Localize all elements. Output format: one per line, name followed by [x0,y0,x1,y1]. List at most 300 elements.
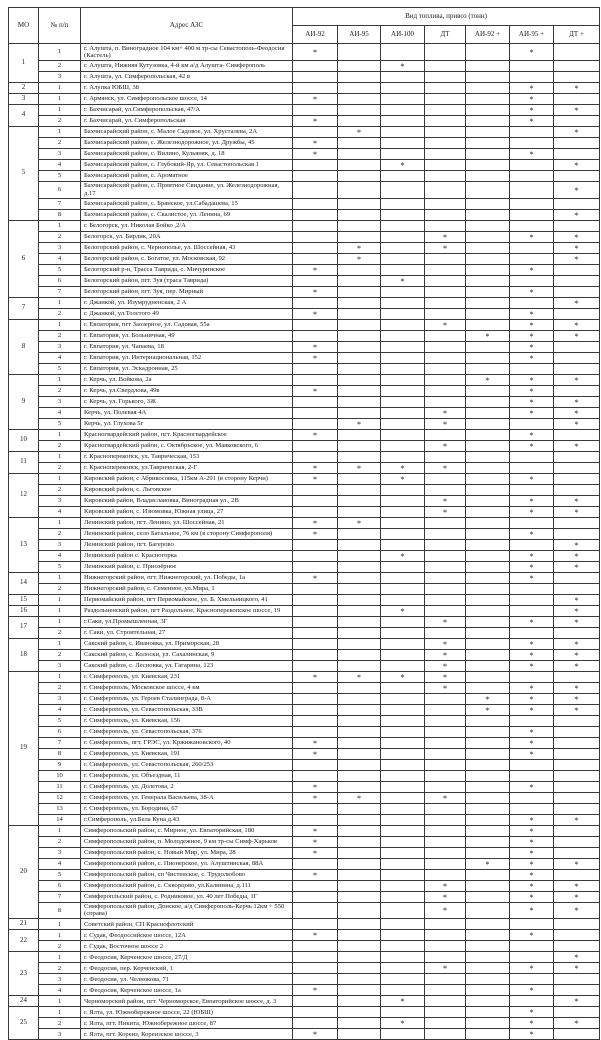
fuel-mark-cell [466,341,510,352]
fuel-mark-cell: * [466,693,510,704]
fuel-mark-cell [510,198,554,209]
fuel-mark-cell [338,407,381,418]
station-row [9,715,600,726]
fuel-mark-cell [338,473,381,484]
station-address-cell: Нижнегорский район, с. Семенное, ул.Мира, 1 [81,583,293,594]
fuel-mark-cell [381,616,425,627]
fuel-mark-cell [381,836,425,847]
fuel-mark-cell [338,198,381,209]
station-address-cell: Белогорский район, пгт. Зуя, пер. Мирный [81,286,293,297]
station-address-cell: г. Судак, Феодоссийское шоссе, 12А [81,930,293,941]
fuel-mark-cell [381,770,425,781]
fuel-mark-cell [338,715,381,726]
fuel-mark-cell [293,253,338,264]
fuel-mark-cell [425,770,466,781]
fuel-mark-cell [466,385,510,396]
fuel-mark-cell [381,902,425,919]
fuel-mark-cell [381,941,425,952]
station-number-cell: 1 [39,429,81,440]
fuel-mark-cell [338,880,381,891]
fuel-mark-cell: * [510,341,554,352]
fuel-mark-cell [554,473,600,484]
station-address-cell: г. Керчь, ул. Горького, 3Ж [81,396,293,407]
fuel-mark-cell: * [554,374,600,385]
station-address-cell: Белогорск, ул. Бирлик, 20А [81,231,293,242]
fuel-mark-cell [554,220,600,231]
fuel-mark-cell [466,1007,510,1018]
fuel-type-header: АИ-95 + [510,26,554,44]
mo-cell: 5 [9,126,39,220]
station-address-cell: Белогорский район, пгт. Зуя (траса Таврида) [81,275,293,286]
station-address-cell: г. Евпатория, ул. Больничная, 49 [81,330,293,341]
fuel-mark-cell [510,137,554,148]
fuel-mark-cell [425,539,466,550]
fuel-mark-cell [510,759,554,770]
fuel-mark-cell [338,693,381,704]
fuel-mark-cell [425,726,466,737]
fuel-mark-cell: * [554,963,600,974]
fuel-mark-cell: * [510,836,554,847]
fuel-mark-cell: * [510,385,554,396]
fuel-mark-cell [338,170,381,181]
fuel-mark-cell [554,1029,600,1040]
fuel-mark-cell: * [425,880,466,891]
fuel-mark-cell [381,781,425,792]
station-address-cell: Кировский район, Владиславовка, Виноградная ул., 2В [81,495,293,506]
fuel-mark-cell [381,880,425,891]
fuel-mark-cell [554,341,600,352]
fuel-mark-cell: * [554,858,600,869]
fuel-mark-cell: * [554,660,600,671]
fuel-mark-cell: * [510,693,554,704]
station-row [9,1007,600,1018]
mo-cell: 6 [9,220,39,297]
fuel-mark-cell [466,671,510,682]
fuel-mark-cell: * [510,737,554,748]
fuel-mark-cell [293,71,338,82]
fuel-mark-cell: * [554,704,600,715]
fuel-mark-cell [425,869,466,880]
fuel-mark-cell: * [425,242,466,253]
fuel-mark-cell [293,60,338,71]
fuel-mark-cell: * [554,996,600,1007]
station-address-cell: Кировский район, с. Изюмовка, Южная улица, 27 [81,506,293,517]
fuel-mark-cell [293,418,338,429]
fuel-mark-cell [554,71,600,82]
fuel-mark-cell: * [510,93,554,104]
fuel-mark-cell: * [510,148,554,159]
station-address-cell: г. Феодосия, ул. Челнокова, 71 [81,974,293,985]
fuel-mark-cell [425,996,466,1007]
station-address-cell: г. Бахчисарай, ул.Симферопольская, 47/А [81,104,293,115]
station-address-cell: Симферопольский район, сп Чистенское, с. Трудолюбово [81,869,293,880]
fuel-mark-cell [554,275,600,286]
fuel-mark-cell [381,242,425,253]
fuel-mark-cell [338,220,381,231]
fuel-mark-cell [293,396,338,407]
fuel-mark-cell [293,561,338,572]
fuel-mark-cell [510,974,554,985]
fuel-mark-cell [510,451,554,462]
fuel-mark-cell [466,275,510,286]
station-number-cell: 5 [39,418,81,429]
fuel-mark-cell [338,484,381,495]
fuel-mark-cell [381,126,425,137]
fuel-mark-cell [466,137,510,148]
fuel-mark-cell [554,781,600,792]
fuel-mark-cell [466,126,510,137]
fuel-mark-cell [338,594,381,605]
station-address-cell: Бахчисарайский район, с. Брянское, ул.Сабадашева, 15 [81,198,293,209]
station-row [9,170,600,181]
fuel-mark-cell [381,440,425,451]
station-row [9,115,600,126]
station-number-cell: 1 [39,930,81,941]
station-row [9,825,600,836]
fuel-mark-cell [338,440,381,451]
fuel-mark-cell [554,1007,600,1018]
fuel-mark-cell: * [554,209,600,220]
fuel-mark-cell [338,941,381,952]
fuel-mark-cell [381,847,425,858]
fuel-mark-cell [293,616,338,627]
station-row [9,836,600,847]
fuel-mark-cell [554,517,600,528]
fuel-mark-cell: * [293,286,338,297]
fuel-mark-cell [338,759,381,770]
fuel-mark-cell: * [425,963,466,974]
fuel-mark-cell [338,616,381,627]
fuel-mark-cell: * [554,126,600,137]
mo-cell: 15 [9,594,39,605]
station-number-cell: 9 [39,759,81,770]
fuel-mark-cell [466,814,510,825]
stations-tbody [9,44,600,1040]
fuel-mark-cell [425,297,466,308]
fuel-mark-cell: * [425,616,466,627]
fuel-mark-cell [425,170,466,181]
station-address-cell: Ленинский район, пгт. Багерово [81,539,293,550]
fuel-mark-cell [510,159,554,170]
fuel-mark-cell [466,363,510,374]
station-number-cell: 4 [39,352,81,363]
fuel-mark-cell: * [381,671,425,682]
fuel-mark-cell [338,506,381,517]
fuel-mark-cell [338,297,381,308]
fuel-mark-cell [381,974,425,985]
fuel-mark-cell: * [510,869,554,880]
mo-cell: 19 [9,671,39,825]
fuel-mark-cell [554,385,600,396]
fuel-mark-cell: * [554,594,600,605]
fuel-mark-cell [425,341,466,352]
fuel-mark-cell [381,682,425,693]
fuel-mark-cell [338,352,381,363]
fuel-mark-cell [554,671,600,682]
fuel-mark-cell [293,996,338,1007]
fuel-mark-cell [554,308,600,319]
station-number-cell: 1 [39,572,81,583]
station-row [9,638,600,649]
station-row [9,792,600,803]
mo-cell: 20 [9,825,39,919]
fuel-mark-cell [510,220,554,231]
station-number-cell: 4 [39,985,81,996]
fuel-mark-cell [466,308,510,319]
station-address-cell: Бахчисарайский район, с. Глубокий-Яр, ул. Севастопольская 1 [81,159,293,170]
station-address-cell: Сакский район, с. Лесновка, ул. Гагарина, 123 [81,660,293,671]
fuel-mark-cell: * [381,462,425,473]
fuel-mark-cell [554,726,600,737]
fuel-mark-cell [466,440,510,451]
station-number-cell: 2 [39,440,81,451]
fuel-mark-cell [381,495,425,506]
station-row [9,847,600,858]
fuel-mark-cell: * [293,44,338,61]
fuel-mark-cell [466,484,510,495]
fuel-mark-cell: * [510,330,554,341]
fuel-mark-cell [510,242,554,253]
fuel-mark-cell [425,528,466,539]
fuel-mark-cell: * [510,1007,554,1018]
fuel-mark-cell [554,352,600,363]
fuel-mark-cell: * [510,506,554,517]
fuel-mark-cell [293,440,338,451]
fuel-mark-cell: * [510,308,554,319]
fuel-mark-cell: * [293,781,338,792]
fuel-mark-cell: * [510,440,554,451]
station-row [9,572,600,583]
station-address-cell: Керчь, ул. Полевая 4А [81,407,293,418]
fuel-mark-cell: * [293,137,338,148]
fuel-mark-cell [466,572,510,583]
fuel-mark-cell [466,836,510,847]
station-row [9,506,600,517]
station-number-cell: 5 [39,264,81,275]
fuel-mark-cell [338,308,381,319]
fuel-mark-cell [381,71,425,82]
fuel-mark-cell [293,242,338,253]
fuel-mark-cell [338,858,381,869]
fuel-mark-cell [381,693,425,704]
fuel-mark-cell [381,638,425,649]
fuel-mark-cell [338,1007,381,1018]
fuel-mark-cell [510,803,554,814]
station-address-cell: Красногвардейский район, пгт. Красногвардейское [81,429,293,440]
fuel-mark-cell: * [338,671,381,682]
fuel-mark-cell: * [510,286,554,297]
fuel-mark-cell [293,941,338,952]
station-number-cell: 6 [39,726,81,737]
fuel-mark-cell [425,148,466,159]
station-address-cell: Бахчисарайский район, с. Железнодорожное, ул. Дружбы, 45 [81,137,293,148]
fuel-mark-cell [425,93,466,104]
fuel-mark-cell [381,181,425,198]
fuel-mark-cell [466,919,510,930]
fuel-mark-cell: * [425,506,466,517]
fuel-mark-cell: * [554,649,600,660]
fuel-mark-cell [293,1007,338,1018]
fuel-mark-cell: * [510,963,554,974]
fuel-mark-cell: * [338,462,381,473]
fuel-mark-cell [338,963,381,974]
station-row [9,286,600,297]
station-address-cell: Советский район, СП Краснофлотский [81,919,293,930]
station-row [9,814,600,825]
fuel-mark-cell [381,82,425,93]
fuel-mark-cell [425,308,466,319]
station-row [9,528,600,539]
fuel-mark-cell: * [510,649,554,660]
fuel-mark-cell [338,429,381,440]
fuel-mark-cell: * [466,704,510,715]
fuel-mark-cell [293,858,338,869]
fuel-mark-cell [293,803,338,814]
station-row [9,60,600,71]
fuel-mark-cell [425,286,466,297]
station-number-cell: 1 [39,1007,81,1018]
fuel-mark-cell: * [293,528,338,539]
fuel-mark-cell [338,902,381,919]
station-address-cell: Симферопольский район, с. Новый Мир, ул. Мира, 28 [81,847,293,858]
fuel-mark-cell [293,902,338,919]
station-number-cell: 7 [39,891,81,902]
station-row [9,44,600,61]
fuel-mark-cell: * [554,616,600,627]
fuel-mark-cell [466,253,510,264]
station-row [9,985,600,996]
station-address-cell: г. Евпатория, пгт Заозерное, ул. Садовая, 55а [81,319,293,330]
station-number-cell: 1 [39,996,81,1007]
station-address-cell: г. Ялта, пгт. Кореиз, Кореизское шоссе, 3 [81,1029,293,1040]
fuel-mark-cell [381,660,425,671]
station-number-cell: 4 [39,253,81,264]
fuel-mark-cell: * [510,985,554,996]
fuel-mark-cell [338,264,381,275]
fuel-mark-cell [425,759,466,770]
fuel-mark-cell: * [554,605,600,616]
station-row [9,726,600,737]
fuel-mark-cell [338,649,381,660]
fuel-mark-cell: * [554,82,600,93]
fuel-mark-cell [554,803,600,814]
station-address-cell: г. Бахчисарай, ул. Симферопольская [81,115,293,126]
fuel-mark-cell [293,952,338,963]
fuel-mark-cell: * [338,517,381,528]
station-row [9,996,600,1007]
station-number-cell: 1 [39,517,81,528]
fuel-mark-cell: * [510,726,554,737]
mo-cell: 1 [9,44,39,83]
fuel-mark-cell [381,407,425,418]
fuel-mark-cell [554,919,600,930]
fuel-mark-cell [381,858,425,869]
station-row [9,759,600,770]
station-row [9,748,600,759]
station-row [9,649,600,660]
fuel-mark-cell [425,104,466,115]
header-row-top [9,8,600,26]
fuel-mark-cell [338,737,381,748]
fuel-mark-cell [381,572,425,583]
fuel-mark-cell [425,858,466,869]
station-number-cell: 5 [39,869,81,880]
station-number-cell: 1 [39,671,81,682]
fuel-mark-cell: * [510,396,554,407]
fuel-mark-cell: * [510,473,554,484]
fuel-mark-cell [425,385,466,396]
fuel-mark-cell [293,220,338,231]
station-number-cell: 4 [39,858,81,869]
fuel-mark-cell: * [510,748,554,759]
fuel-mark-cell [510,919,554,930]
fuel-mark-cell [425,847,466,858]
fuel-mark-cell [381,891,425,902]
fuel-mark-cell [293,814,338,825]
station-row [9,126,600,137]
fuel-mark-cell: * [293,385,338,396]
station-number-cell: 7 [39,737,81,748]
fuel-mark-cell [425,451,466,462]
station-number-cell: 2 [39,231,81,242]
mo-cell: 7 [9,297,39,319]
station-number-cell: 1 [39,451,81,462]
station-row [9,858,600,869]
station-address-cell: Сакский район, с. Ивановка, ул. Приморская, 28 [81,638,293,649]
fuel-mark-cell [293,880,338,891]
fuel-mark-cell: * [554,682,600,693]
fuel-mark-cell: * [510,495,554,506]
fuel-mark-cell [293,627,338,638]
fuel-mark-cell [338,1029,381,1040]
fuel-mark-cell [466,869,510,880]
station-address-cell: г. Белогорск, ул. Николая Бойко ,2/А [81,220,293,231]
fuel-mark-cell [466,880,510,891]
fuel-mark-cell [466,891,510,902]
fuel-mark-cell [338,605,381,616]
fuel-mark-cell: * [293,429,338,440]
fuel-mark-cell [554,363,600,374]
station-number-cell: 8 [39,902,81,919]
station-number-cell: 1 [39,126,81,137]
fuel-mark-cell [381,44,425,61]
fuel-mark-cell [425,264,466,275]
station-number-cell: 5 [39,170,81,181]
fuel-mark-cell [425,704,466,715]
fuel-mark-cell [425,715,466,726]
fuel-mark-cell [381,231,425,242]
fuel-mark-cell [338,93,381,104]
station-number-cell: 2 [39,963,81,974]
fuel-mark-cell [510,583,554,594]
fuel-mark-cell [554,825,600,836]
fuel-mark-cell [338,919,381,930]
fuel-mark-cell [554,115,600,126]
mo-cell: 4 [9,104,39,126]
fuel-mark-cell [338,319,381,330]
fuel-mark-cell: * [293,985,338,996]
fuel-mark-cell: * [554,253,600,264]
fuel-mark-cell [293,209,338,220]
fuel-mark-cell: * [510,319,554,330]
fuel-mark-cell [381,759,425,770]
fuel-mark-cell [466,638,510,649]
fuel-mark-cell [466,159,510,170]
station-row [9,429,600,440]
fuel-mark-cell [425,473,466,484]
station-address-cell: Ленинский район, с. Приозёрное [81,561,293,572]
fuel-mark-cell: * [510,374,554,385]
